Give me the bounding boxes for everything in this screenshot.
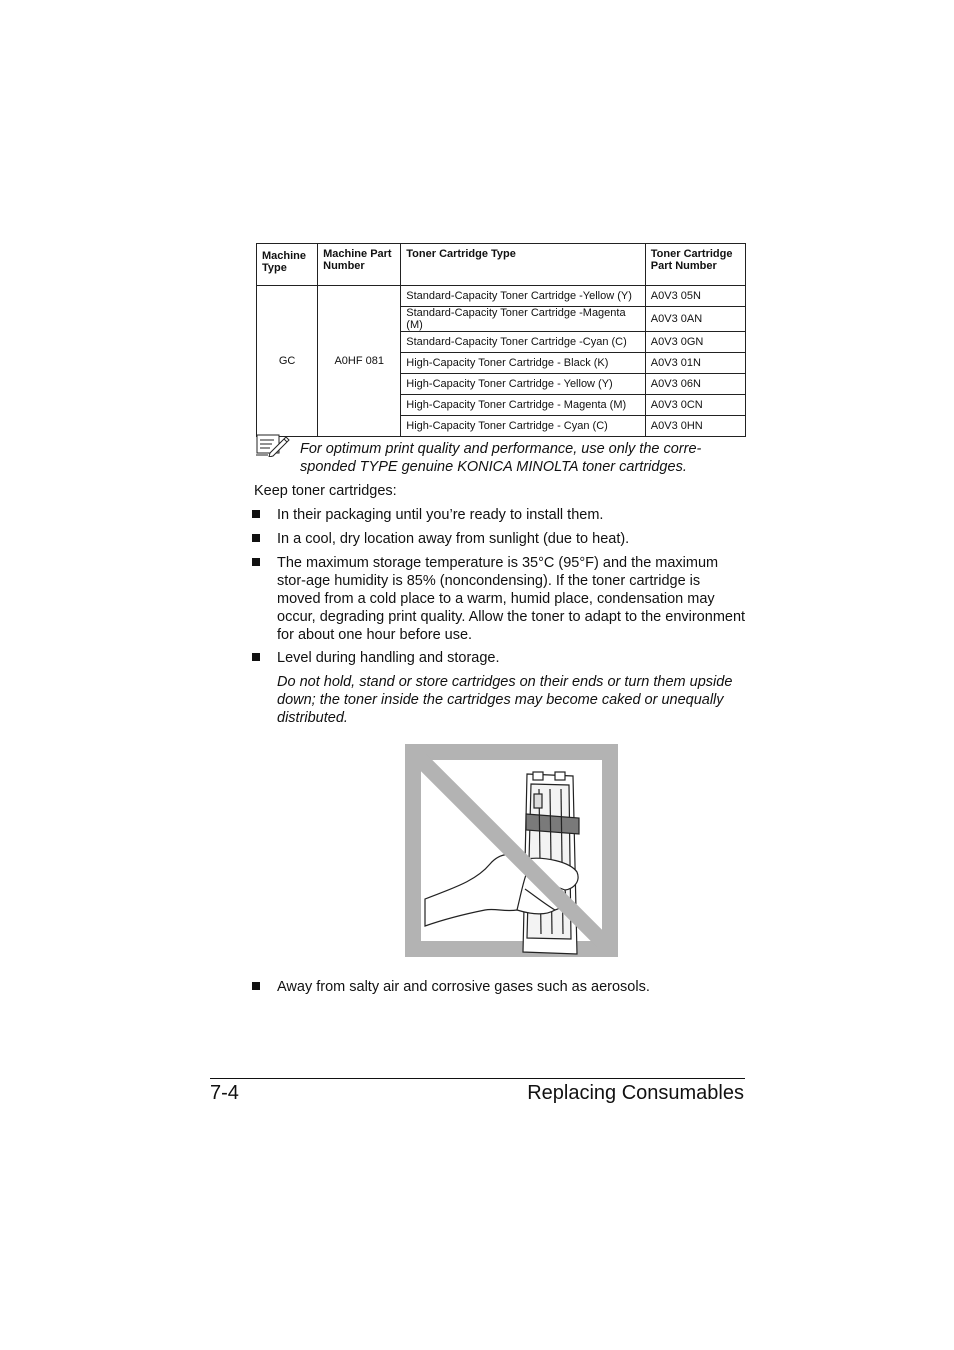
list-item-text: The maximum storage temperature is 35°C (95°F) and the maximum stor-age humidity is 85% (noncondensing). If the toner cartridge is moved from a cold place to a warm, humid place, condensation may occur, degrading print quality. Allow the toner to adapt to the environment for about one hour before use.	[277, 555, 746, 643]
bullet-square-icon	[252, 653, 260, 661]
bullet-square-icon	[252, 982, 260, 990]
note-pencil-icon	[256, 433, 290, 457]
cartridge-type-cell: Standard-Capacity Toner Cartridge -Yellow (Y)	[401, 286, 646, 307]
list-item-text: Level during handling and storage.	[277, 650, 500, 666]
bullet-square-icon	[252, 534, 260, 542]
table-row	[257, 286, 746, 307]
machine-type-cell: GC	[257, 286, 318, 437]
prohibited-vertical-cartridge-illustration	[405, 744, 618, 957]
cartridge-part-cell: A0V3 0HN	[645, 416, 745, 437]
list-item	[252, 506, 746, 524]
list-item	[252, 978, 746, 996]
list-item	[252, 554, 746, 644]
table-header-row	[257, 244, 746, 286]
cartridge-part-cell: A0V3 01N	[645, 353, 745, 374]
footer-divider	[210, 1078, 745, 1079]
cartridge-part-cell: A0V3 0AN	[645, 307, 745, 332]
list-item-text: In their packaging until you’re ready to install them.	[277, 507, 604, 523]
cartridge-type-cell: Standard-Capacity Toner Cartridge -Magenta (M)	[401, 307, 646, 332]
list-item-text: In a cool, dry location away from sunlight (due to heat).	[277, 531, 630, 547]
bullet-square-icon	[252, 510, 260, 518]
header-machine-part-number: Machine Part Number	[318, 244, 401, 286]
warning-text: Do not hold, stand or store cartridges on their ends or turn them upside down; the toner inside the cartridges may become caked or unequally distributed.	[277, 674, 733, 726]
machine-part-number-cell: A0HF 081	[318, 286, 401, 437]
cartridge-type-cell: High-Capacity Toner Cartridge - Yellow (Y)	[401, 374, 646, 395]
page-number: 7-4	[210, 1082, 239, 1104]
bullet-square-icon	[252, 558, 260, 566]
header-machine-type: Machine Type	[257, 244, 318, 286]
cartridge-type-cell: High-Capacity Toner Cartridge - Magenta (M)	[401, 395, 646, 416]
cartridge-type-cell: Standard-Capacity Toner Cartridge -Cyan (C)	[401, 332, 646, 353]
toner-cartridge-table	[256, 243, 746, 437]
cartridge-type-cell: High-Capacity Toner Cartridge - Black (K)	[401, 353, 646, 374]
section-title: Replacing Consumables	[527, 1082, 744, 1104]
header-toner-cartridge-type: Toner Cartridge Type	[401, 244, 646, 286]
list-item	[252, 649, 746, 667]
header-toner-part-number: Toner Cartridge Part Number	[645, 244, 745, 286]
cartridge-part-cell: A0V3 06N	[645, 374, 745, 395]
intro-text: Keep toner cartridges:	[254, 483, 397, 499]
cartridge-part-cell: A0V3 0GN	[645, 332, 745, 353]
cartridge-part-cell: A0V3 0CN	[645, 395, 745, 416]
cartridge-part-cell: A0V3 05N	[645, 286, 745, 307]
list-item-text: Away from salty air and corrosive gases such as aerosols.	[277, 979, 650, 995]
list-item	[252, 530, 746, 548]
note-text: For optimum print quality and performance, use only the corre-sponded TYPE genuine KONICA MINOLTA toner cartridges.	[300, 441, 702, 475]
cartridge-type-cell: High-Capacity Toner Cartridge - Cyan (C)	[401, 416, 646, 437]
